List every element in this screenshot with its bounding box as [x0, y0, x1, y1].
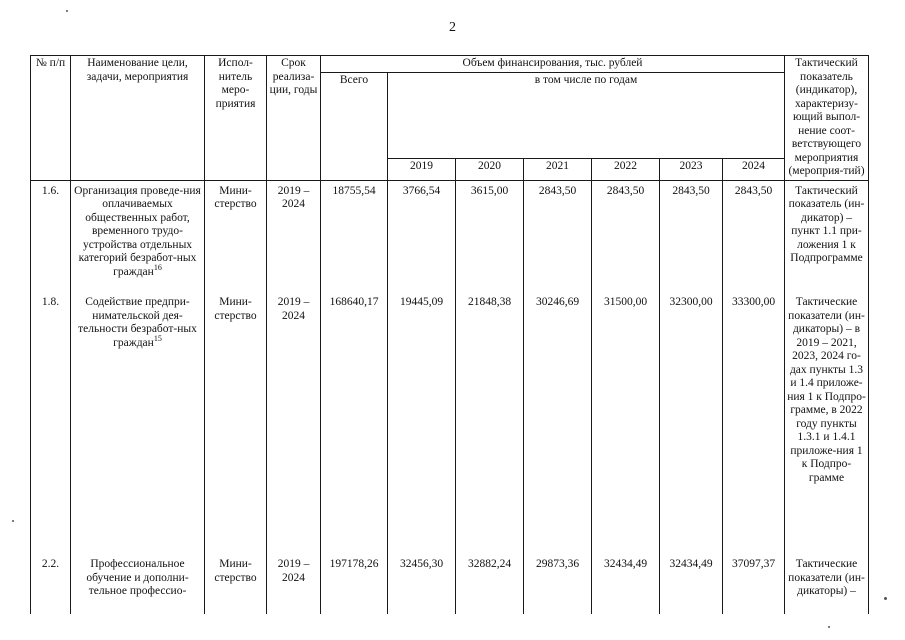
row-value-2023: 2843,50 — [660, 180, 723, 292]
row-period: 2019 – 2024 — [267, 180, 321, 292]
row-value-2019: 19445,09 — [388, 292, 456, 554]
row-number: 1.8. — [31, 292, 71, 554]
header-year-2024: 2024 — [723, 158, 785, 180]
row-period: 2019 – 2024 — [267, 554, 321, 614]
row-value-2021: 2843,50 — [524, 180, 592, 292]
row-value-2024: 2843,50 — [723, 180, 785, 292]
header-executor: Испол-нитель меро-приятия — [205, 56, 267, 181]
row-value-2024: 37097,37 — [723, 554, 785, 614]
row-name-text: Содействие предпри-нимательской дея-тельности безработ-ных граждан — [78, 296, 197, 349]
row-value-2022: 32434,49 — [592, 554, 660, 614]
row-value-2021: 29873,36 — [524, 554, 592, 614]
header-total: Всего — [321, 72, 388, 180]
row-number: 2.2. — [31, 554, 71, 614]
table-row — [31, 180, 869, 292]
row-value-2020: 21848,38 — [456, 292, 524, 554]
scan-speck — [12, 520, 14, 522]
header-year-2023: 2023 — [660, 158, 723, 180]
header-period: Срок реализа-ции, годы — [267, 56, 321, 181]
row-name — [71, 554, 205, 614]
row-indicator: Тактические показатели (ин-дикаторы) – в 2019 – 2021, 2023, 2024 го-дах пункты 1.3 и 1.4 приложе-ния 1 к Подпро-грамме, в 2022 году пункты 1.3.1 и 1.4.1 приложе-ния 1 к Подпро-грамме — [785, 292, 869, 554]
row-total: 168640,17 — [321, 292, 388, 554]
header-year-2020: 2020 — [456, 158, 524, 180]
table-row — [31, 292, 869, 554]
row-value-2019: 3766,54 — [388, 180, 456, 292]
row-value-2024: 33300,00 — [723, 292, 785, 554]
row-value-2020: 32882,24 — [456, 554, 524, 614]
row-name-text: Организация проведе-ния оплачиваемых общественных работ, временного трудо-устройства отдельных категорий безработ-ных граждан — [74, 184, 201, 278]
row-value-2020: 3615,00 — [456, 180, 524, 292]
row-value-2019: 32456,30 — [388, 554, 456, 614]
row-period: 2019 – 2024 — [267, 292, 321, 554]
program-table — [30, 55, 869, 614]
header-name: Наименование цели, задачи, мероприятия — [71, 56, 205, 181]
row-value-2021: 30246,69 — [524, 292, 592, 554]
page-number: 2 — [449, 20, 456, 35]
row-total: 197178,26 — [321, 554, 388, 614]
header-by-years: в том числе по годам — [388, 72, 785, 158]
row-value-2022: 2843,50 — [592, 180, 660, 292]
row-value-2023: 32300,00 — [660, 292, 723, 554]
row-name-text: Профессиональное обучение и дополни-тельное профессио- — [86, 558, 189, 597]
header-year-2019: 2019 — [388, 158, 456, 180]
scan-speck — [828, 626, 830, 628]
header-year-2021: 2021 — [524, 158, 592, 180]
funding-table — [30, 55, 869, 614]
row-name — [71, 292, 205, 554]
row-executor: Мини-стерство — [205, 554, 267, 614]
row-number: 1.6. — [31, 180, 71, 292]
row-value-2022: 31500,00 — [592, 292, 660, 554]
table-row — [31, 554, 869, 614]
header-funding: Объем финансирования, тыс. рублей — [321, 56, 785, 73]
header-indicator: Тактический показатель (индикатор), характеризу-ющий выпол-нение соот-ветствующего мероприятия (мероприя-тий) — [785, 56, 869, 181]
row-indicator: Тактический показатель (ин-дикатор) – пункт 1.1 при-ложения 1 к Подпрограмме — [785, 180, 869, 292]
row-executor: Мини-стерство — [205, 292, 267, 554]
footnote-marker: 15 — [153, 333, 162, 343]
header-year-2022: 2022 — [592, 158, 660, 180]
scan-speck — [884, 597, 887, 600]
scan-speck — [66, 10, 68, 12]
row-executor: Мини-стерство — [205, 180, 267, 292]
row-name — [71, 180, 205, 292]
row-indicator: Тактические показатели (ин-дикаторы) – — [785, 554, 869, 614]
header-row — [31, 56, 869, 73]
header-number: № п/п — [31, 56, 71, 181]
footnote-marker: 16 — [153, 262, 162, 272]
row-value-2023: 32434,49 — [660, 554, 723, 614]
row-total: 18755,54 — [321, 180, 388, 292]
